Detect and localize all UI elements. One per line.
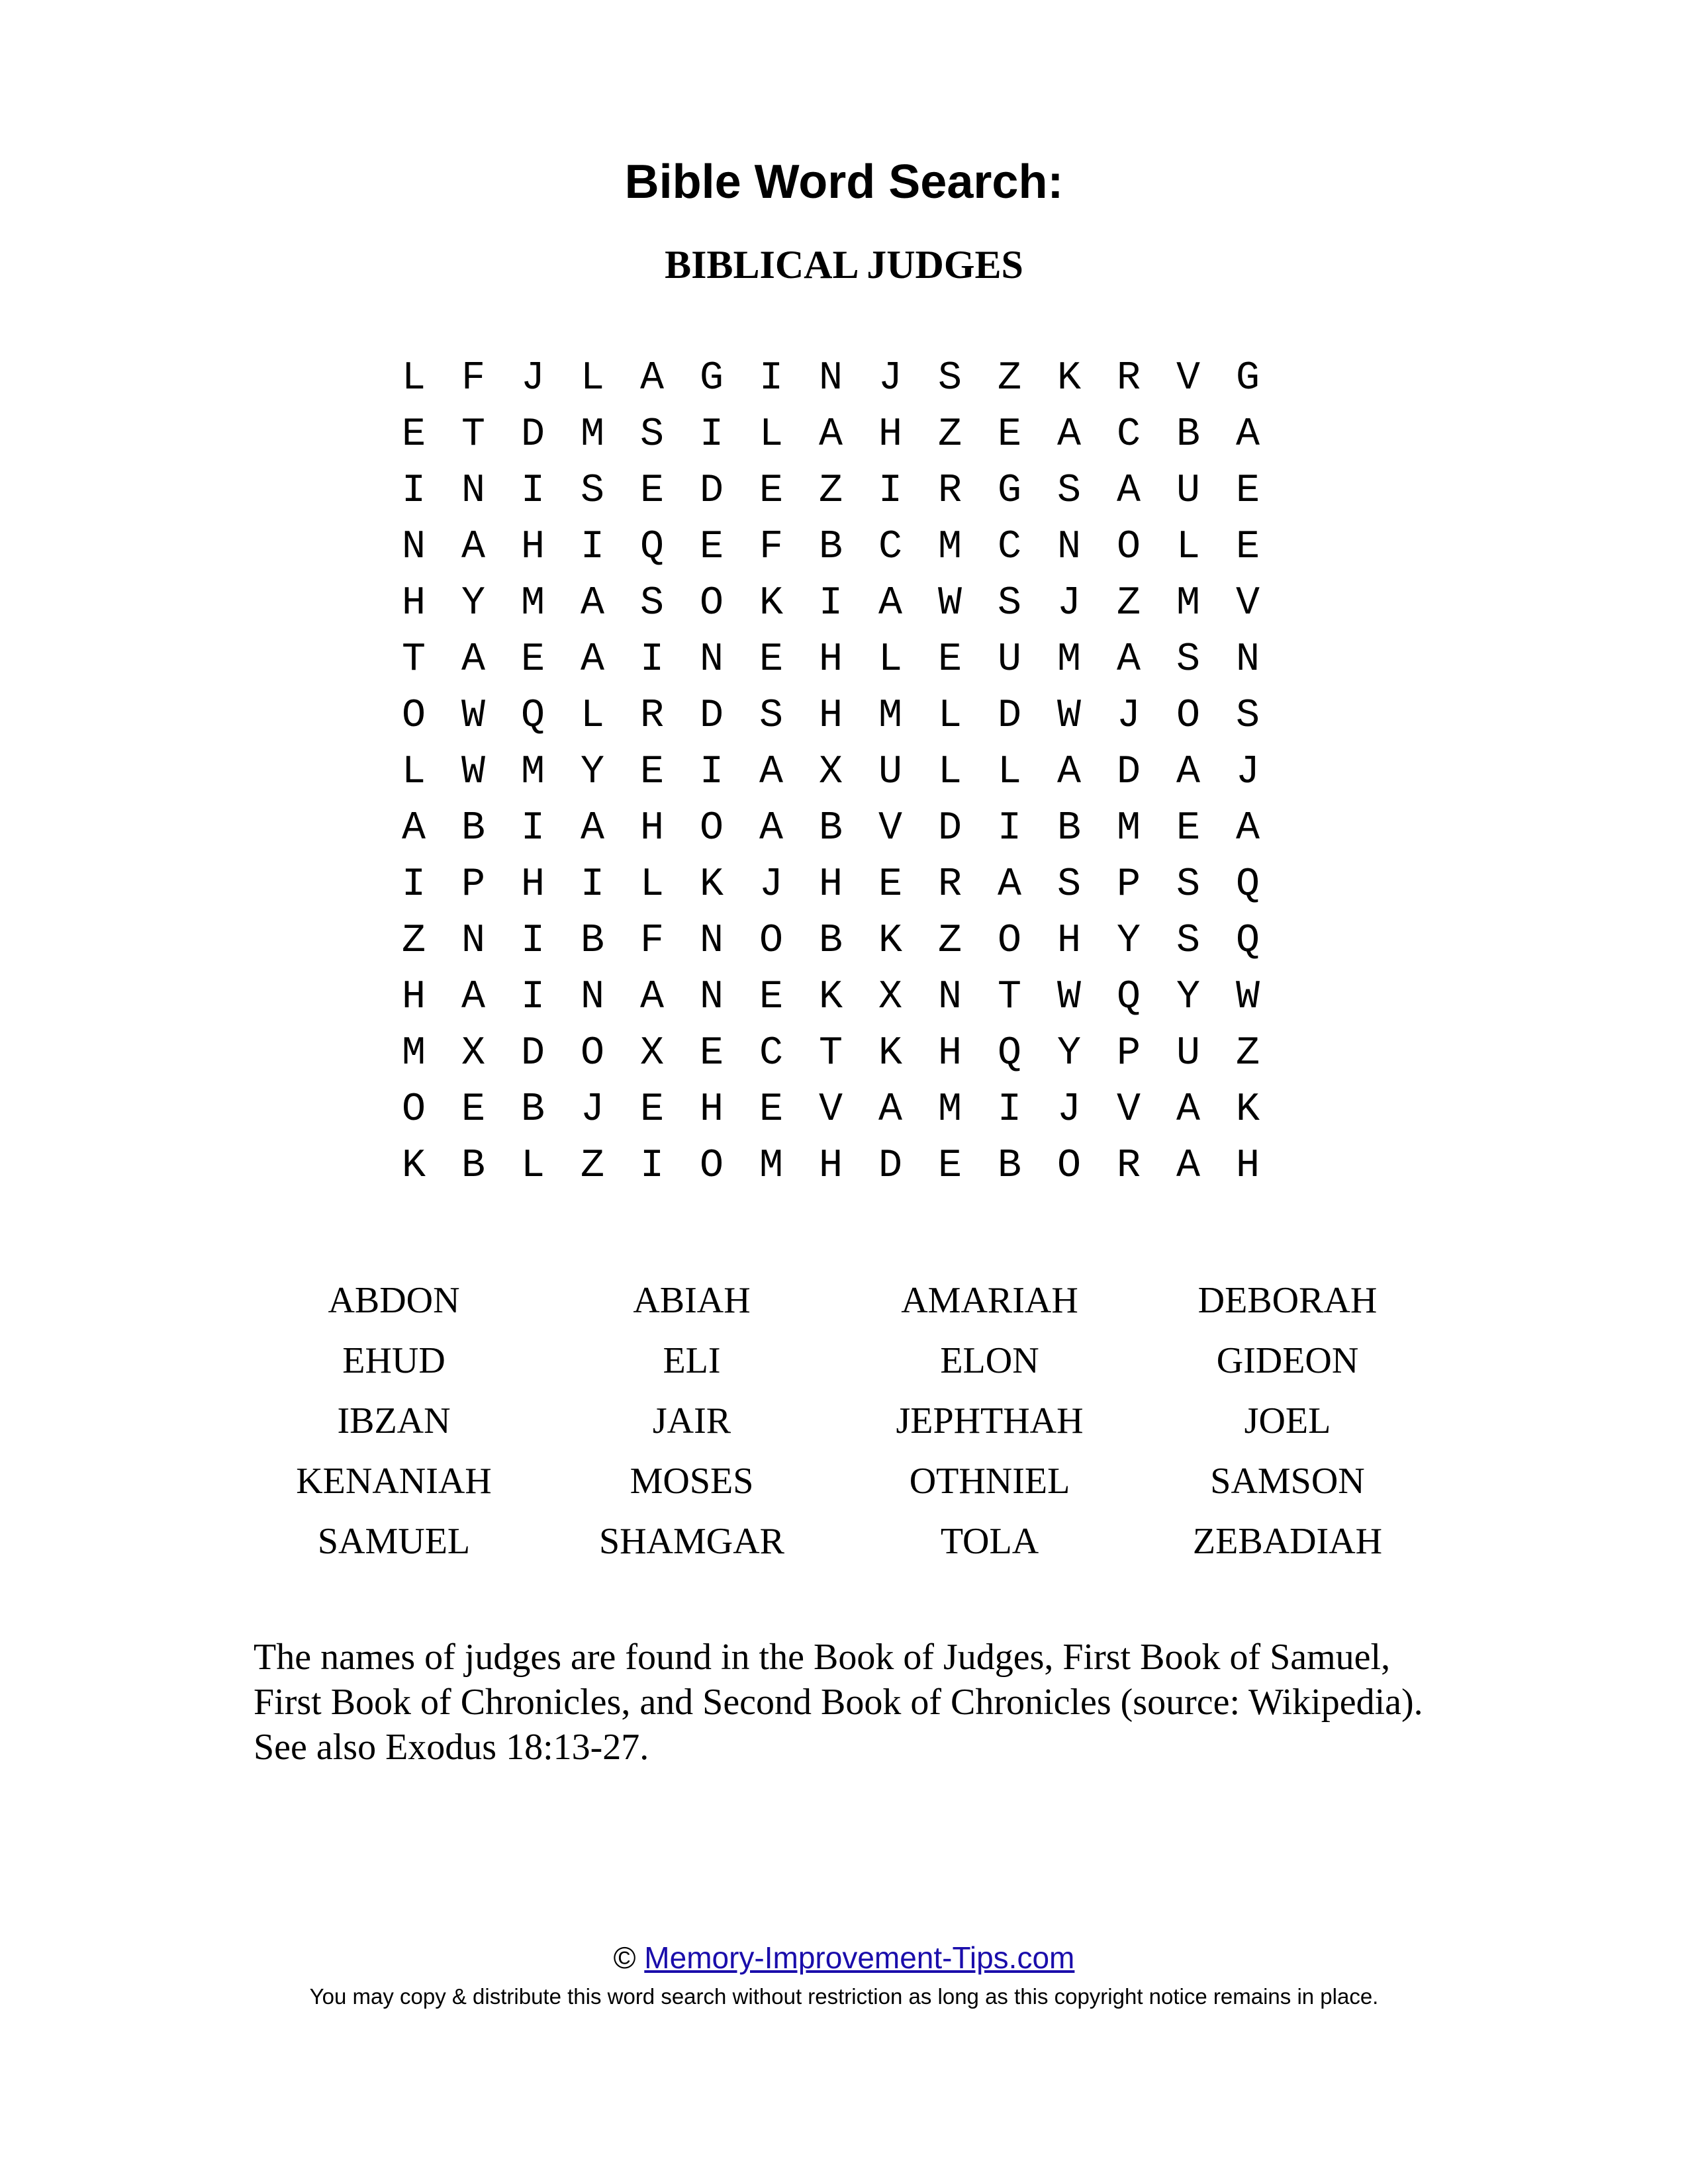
grid-letter: B [818,525,843,570]
grid-letter: A [461,525,485,570]
word-list-item: SHAMGAR [598,1521,785,1562]
grid-letter: W [1235,975,1260,1020]
grid-letter: D [1116,750,1141,795]
grid-letter: U [878,750,902,795]
grid-letter: D [699,469,724,514]
grid-letter: A [1176,1144,1200,1189]
grid-letter: B [461,1144,485,1189]
grid-letter: Q [1116,975,1141,1020]
grid-letter: Q [1235,919,1260,964]
grid-letter: A [759,750,783,795]
grid-letter: M [1056,637,1081,682]
grid-letter: Z [937,919,962,964]
grid-letter: O [1116,525,1141,570]
grid-letter: V [878,806,902,851]
note-line-1: The names of judges are found in the Book of Judges, First Book of Samuel, [254,1637,1391,1678]
grid-letter: P [1116,1031,1141,1076]
grid-letter: E [1235,525,1260,570]
grid-letter: E [401,412,426,457]
grid-letter: L [759,412,783,457]
grid-letter: F [639,919,664,964]
copyright-line [0,1938,1688,1978]
grid-letter: A [1235,806,1260,851]
grid-letter: M [520,581,545,626]
word-list-item: JEPHTHAH [896,1400,1084,1441]
grid-letter: T [461,412,485,457]
word-list-item: SAMSON [1210,1461,1365,1502]
grid-letter: V [1235,581,1260,626]
grid-letter: H [639,806,664,851]
grid-letter: I [699,750,724,795]
grid-letter: N [401,525,426,570]
grid-letter: T [401,637,426,682]
grid-letter: A [1116,637,1141,682]
grid-letter: J [520,356,545,401]
grid-letter: E [639,469,664,514]
grid-letter: G [997,469,1021,514]
site-link[interactable]: Memory-Improvement-Tips.com [644,1940,1075,1975]
grid-letter: E [937,1144,962,1189]
grid-letter: Z [1235,1031,1260,1076]
word-list-item: SAMUEL [317,1521,471,1562]
grid-letter: H [1235,1144,1260,1189]
grid-letter: A [461,975,485,1020]
grid-letter: O [580,1031,604,1076]
grid-letter: S [1056,862,1081,907]
grid-letter: B [997,1144,1021,1189]
grid-letter: P [1116,862,1141,907]
grid-letter: A [1235,412,1260,457]
grid-letter: B [520,1087,545,1132]
grid-letter: S [1176,919,1200,964]
grid-letter: N [580,975,604,1020]
grid-letter: N [461,469,485,514]
grid-letter: I [520,975,545,1020]
grid-letter: O [401,694,426,739]
grid-letter: H [937,1031,962,1076]
grid-letter: H [818,637,843,682]
grid-letter: S [639,581,664,626]
grid-letter: A [818,412,843,457]
grid-letter: I [699,412,724,457]
grid-letter: S [580,469,604,514]
word-list [245,1271,1436,1572]
grid-letter: E [1235,469,1260,514]
grid-letter: A [759,806,783,851]
page-title: Bible Word Search: [624,156,1064,208]
word-list-item: EHUD [342,1340,445,1381]
grid-letter: O [699,581,724,626]
grid-letter: K [818,975,843,1020]
grid-letter: R [639,694,664,739]
grid-letter: Y [1116,919,1141,964]
grid-letter: L [1176,525,1200,570]
grid-letter: D [520,412,545,457]
grid-letter: H [878,412,902,457]
grid-letter: I [401,469,426,514]
grid-letter: N [937,975,962,1020]
grid-letter: E [937,637,962,682]
grid-letter: Z [937,412,962,457]
grid-letter: X [639,1031,664,1076]
grid-letter: L [401,356,426,401]
letter-grid [384,351,1278,1195]
grid-letter: Q [997,1031,1021,1076]
grid-letter: J [759,862,783,907]
grid-letter: S [1176,637,1200,682]
grid-letter: W [461,694,485,739]
grid-letter: H [818,1144,843,1189]
word-list-item: JAIR [652,1400,731,1441]
grid-letter: D [520,1031,545,1076]
grid-letter: V [1116,1087,1141,1132]
grid-letter: N [461,919,485,964]
grid-letter: A [997,862,1021,907]
grid-letter: U [1176,469,1200,514]
grid-letter: I [639,1144,664,1189]
grid-letter: A [639,975,664,1020]
grid-letter: W [1056,694,1081,739]
grid-letter: L [580,694,604,739]
grid-letter: I [520,469,545,514]
grid-letter: N [818,356,843,401]
grid-letter: E [639,1087,664,1132]
grid-letter: R [1116,1144,1141,1189]
grid-letter: Y [1056,1031,1081,1076]
grid-letter: M [1176,581,1200,626]
grid-letter: N [1235,637,1260,682]
grid-letter: B [1056,806,1081,851]
grid-letter: B [818,806,843,851]
grid-letter: Z [997,356,1021,401]
grid-letter: K [1056,356,1081,401]
grid-letter: I [878,469,902,514]
grid-letter: J [1056,1087,1081,1132]
grid-letter: Y [580,750,604,795]
grid-letter: A [580,637,604,682]
grid-letter: H [1056,919,1081,964]
grid-letter: S [997,581,1021,626]
grid-letter: G [1235,356,1260,401]
grid-letter: Y [461,581,485,626]
grid-letter: O [1056,1144,1081,1189]
grid-letter: C [878,525,902,570]
grid-letter: E [699,525,724,570]
grid-letter: C [759,1031,783,1076]
grid-letter: S [639,412,664,457]
grid-letter: S [759,694,783,739]
grid-letter: A [580,581,604,626]
grid-letter: A [878,1087,902,1132]
grid-letter: M [937,525,962,570]
grid-letter: L [401,750,426,795]
grid-letter: L [997,750,1021,795]
word-list-item: JOEL [1244,1400,1331,1441]
grid-letter: J [580,1087,604,1132]
grid-letter: K [401,1144,426,1189]
grid-letter: I [997,1087,1021,1132]
grid-letter: E [759,1087,783,1132]
grid-letter: W [1056,975,1081,1020]
grid-letter: O [699,1144,724,1189]
grid-letter: N [699,919,724,964]
grid-letter: A [1056,412,1081,457]
grid-letter: Y [1176,975,1200,1020]
grid-letter: L [937,694,962,739]
grid-letter: A [878,581,902,626]
grid-letter: Q [1235,862,1260,907]
grid-letter: E [759,469,783,514]
grid-letter: A [580,806,604,851]
grid-letter: A [1056,750,1081,795]
grid-letter: I [520,806,545,851]
grid-letter: E [878,862,902,907]
grid-letter: M [878,694,902,739]
grid-letter: M [401,1031,426,1076]
grid-letter: I [818,581,843,626]
grid-letter: E [699,1031,724,1076]
word-list-item: ELON [940,1340,1039,1381]
grid-letter: D [997,694,1021,739]
grid-letter: E [759,637,783,682]
grid-letter: L [639,862,664,907]
grid-letter: M [520,750,545,795]
grid-letter: O [699,806,724,851]
grid-letter: I [759,356,783,401]
grid-letter: A [461,637,485,682]
word-list-item: ELI [663,1340,721,1381]
grid-letter: K [878,1031,902,1076]
word-list-item: KENANIAH [296,1461,492,1502]
grid-letter: M [759,1144,783,1189]
grid-letter: J [1116,694,1141,739]
grid-letter: K [878,919,902,964]
grid-letter: D [699,694,724,739]
grid-letter: R [937,469,962,514]
grid-letter: S [1056,469,1081,514]
grid-letter: Z [818,469,843,514]
grid-letter: S [1235,694,1260,739]
grid-letter: D [878,1144,902,1189]
grid-letter: H [699,1087,724,1132]
grid-letter: Q [639,525,664,570]
grid-letter: U [997,637,1021,682]
grid-letter: V [818,1087,843,1132]
grid-letter: B [461,806,485,851]
grid-letter: E [997,412,1021,457]
grid-letter: A [1176,1087,1200,1132]
grid-letter: W [937,581,962,626]
grid-letter: N [699,637,724,682]
grid-letter: R [937,862,962,907]
note-line-3: See also Exodus 18:13-27. [254,1727,649,1768]
grid-letter: L [937,750,962,795]
grid-letter: J [878,356,902,401]
grid-letter: A [639,356,664,401]
grid-letter: C [1116,412,1141,457]
grid-letter: J [1235,750,1260,795]
grid-letter: E [1176,806,1200,851]
grid-letter: X [818,750,843,795]
grid-letter: L [878,637,902,682]
source-note [254,1635,1511,1770]
grid-letter: H [401,581,426,626]
grid-letter: U [1176,1031,1200,1076]
word-list-item: DEBORAH [1197,1280,1378,1321]
grid-letter: M [937,1087,962,1132]
grid-letter: N [1056,525,1081,570]
grid-letter: O [401,1087,426,1132]
grid-letter: F [461,356,485,401]
note-line-2: First Book of Chronicles, and Second Book of Chronicles (source: Wikipedia). [254,1682,1423,1723]
grid-letter: E [639,750,664,795]
grid-letter: A [401,806,426,851]
grid-letter: S [1176,862,1200,907]
grid-letter: K [699,862,724,907]
grid-letter: T [997,975,1021,1020]
word-list-item: ZEBADIAH [1192,1521,1383,1562]
grid-letter: K [759,581,783,626]
grid-letter: L [580,356,604,401]
grid-letter: B [818,919,843,964]
grid-letter: I [580,525,604,570]
grid-letter: H [818,862,843,907]
grid-letter: N [699,975,724,1020]
grid-letter: I [997,806,1021,851]
word-list-item: ABDON [328,1280,460,1321]
grid-letter: I [401,862,426,907]
grid-letter: M [580,412,604,457]
grid-letter: H [818,694,843,739]
grid-letter: M [1116,806,1141,851]
grid-letter: B [1176,412,1200,457]
grid-letter: H [401,975,426,1020]
grid-letter: O [997,919,1021,964]
grid-letter: P [461,862,485,907]
grid-letter: L [520,1144,545,1189]
grid-letter: I [520,919,545,964]
grid-letter: X [878,975,902,1020]
grid-letter: F [759,525,783,570]
grid-letter: B [580,919,604,964]
grid-letter: Z [401,919,426,964]
grid-letter: Q [520,694,545,739]
grid-letter: V [1176,356,1200,401]
grid-letter: A [1116,469,1141,514]
grid-letter: G [699,356,724,401]
grid-letter: E [520,637,545,682]
word-list-item: MOSES [630,1461,754,1502]
word-list-item: OTHNIEL [909,1461,1070,1502]
word-list-item: GIDEON [1216,1340,1359,1381]
grid-letter: T [818,1031,843,1076]
grid-letter: I [639,637,664,682]
grid-letter: I [580,862,604,907]
grid-letter: D [937,806,962,851]
grid-letter: R [1116,356,1141,401]
grid-letter: E [461,1087,485,1132]
grid-letter: Z [580,1144,604,1189]
puzzle-subtitle: BIBLICAL JUDGES [665,243,1023,287]
word-list-item: TOLA [940,1521,1039,1562]
grid-letter: C [997,525,1021,570]
word-list-item: ABIAH [633,1280,751,1321]
grid-letter: O [759,919,783,964]
word-list-item: AMARIAH [901,1280,1078,1321]
grid-letter: O [1176,694,1200,739]
word-list-item: IBZAN [337,1400,451,1441]
copyright-symbol: © [613,1940,636,1975]
grid-letter: J [1056,581,1081,626]
grid-letter: S [937,356,962,401]
copyright-notice: You may copy & distribute this word search without restriction as long as this copyright notice remains in place. [309,1984,1379,2009]
grid-letter: W [461,750,485,795]
grid-letter: H [520,862,545,907]
grid-letter: H [520,525,545,570]
grid-letter: Z [1116,581,1141,626]
grid-letter: A [1176,750,1200,795]
grid-letter: K [1235,1087,1260,1132]
grid-letter: X [461,1031,485,1076]
grid-letter: E [759,975,783,1020]
